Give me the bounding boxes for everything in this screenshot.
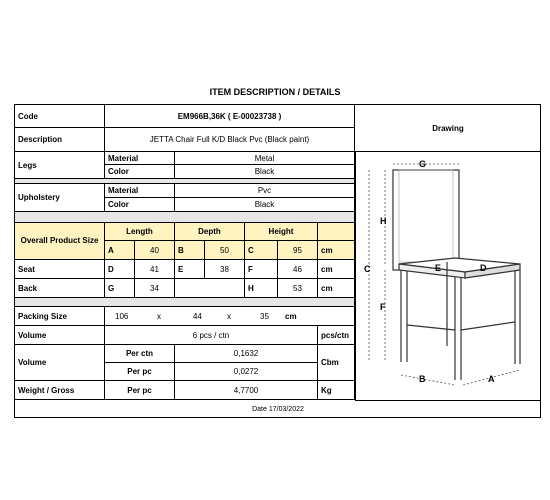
overall-unit: cm <box>318 241 355 260</box>
document-title: ITEM DESCRIPTION / DETAILS <box>209 87 341 97</box>
dim-d-label: D <box>105 260 135 279</box>
dim-d-value: 41 <box>135 260 175 279</box>
height-header: Height <box>245 223 318 241</box>
packing-label: Packing Size <box>15 307 105 326</box>
upholstery-material: Pvc <box>175 184 355 198</box>
volume-label: Volume <box>15 326 105 345</box>
legs-material-label: Material <box>105 152 175 165</box>
legs-label: Legs <box>15 152 105 179</box>
depth-header: Depth <box>175 223 245 241</box>
legs-material: Metal <box>175 152 355 165</box>
cbm-unit: Cbm <box>318 345 355 381</box>
dim-b-marker: B <box>419 374 426 384</box>
spacer <box>15 212 355 223</box>
dim-c-label: C <box>245 241 278 260</box>
dim-b-value: 50 <box>205 241 245 260</box>
packing-width: 44 <box>193 311 202 321</box>
volume-cbm-label: Volume <box>15 345 105 381</box>
legs-color-label: Color <box>105 165 175 179</box>
volume-pcs-unit: pcs/ctn <box>318 326 355 345</box>
upholstery-material-label: Material <box>105 184 175 198</box>
dim-f-value: 46 <box>278 260 318 279</box>
drawing-label: Drawing <box>355 105 541 152</box>
description-value: JETTA Chair Full K/D Black Pvc (Black paint) <box>105 128 355 152</box>
dim-e-value: 38 <box>205 260 245 279</box>
per-pc-label: Per pc <box>105 363 175 381</box>
empty-cell <box>175 279 245 298</box>
dim-a-marker: A <box>488 374 495 384</box>
dim-h-value: 53 <box>278 279 318 298</box>
back-unit: cm <box>318 279 355 298</box>
seat-label: Seat <box>15 260 105 279</box>
dim-h-marker: H <box>380 216 387 226</box>
divider <box>355 400 541 401</box>
dim-a-label: A <box>105 241 135 260</box>
chair-drawing <box>355 150 540 400</box>
legs-color: Black <box>175 165 355 179</box>
upholstery-color-label: Color <box>105 198 175 212</box>
dim-c-value: 95 <box>278 241 318 260</box>
dim-g-marker: G <box>419 159 427 169</box>
per-pc-value: 0,0272 <box>175 363 318 381</box>
dim-a-value: 40 <box>135 241 175 260</box>
volume-pcs: 6 pcs / ctn <box>105 326 318 345</box>
code-value: EM966B,36K ( E-00023738 ) <box>105 105 355 128</box>
packing-unit: cm <box>285 311 297 321</box>
upholstery-label: Upholstery <box>15 184 105 212</box>
length-header: Length <box>105 223 175 241</box>
unit-header <box>318 223 355 241</box>
overall-size-label: Overall Product Size <box>15 223 105 260</box>
code-label: Code <box>15 105 105 128</box>
weight-per-pc-label: Per pc <box>105 381 175 400</box>
dim-e-label: E <box>175 260 205 279</box>
per-ctn-label: Per ctn <box>105 345 175 363</box>
dim-h-label: H <box>245 279 278 298</box>
per-ctn-value: 0,1632 <box>175 345 318 363</box>
spacer <box>15 298 355 307</box>
description-label: Description <box>15 128 105 152</box>
dim-g-value: 34 <box>135 279 175 298</box>
dim-f-label: F <box>245 260 278 279</box>
packing-length: 106 <box>115 311 129 321</box>
chair-outline <box>393 170 520 380</box>
dim-c-marker: C <box>364 264 371 274</box>
weight-label: Weight / Gross <box>15 381 105 400</box>
times-sign: x <box>157 311 161 321</box>
packing-height: 35 <box>260 311 269 321</box>
dim-d-marker: D <box>480 263 487 273</box>
weight-unit: Kg <box>318 381 355 400</box>
seat-unit: cm <box>318 260 355 279</box>
dim-f-marker: F <box>380 302 386 312</box>
dim-b-label: B <box>175 241 205 260</box>
back-label: Back <box>15 279 105 298</box>
date: Date 17/03/2022 <box>252 405 304 413</box>
dim-g-label: G <box>105 279 135 298</box>
times-sign: x <box>227 311 231 321</box>
weight-value: 4,7700 <box>175 381 318 400</box>
upholstery-color: Black <box>175 198 355 212</box>
dim-e-marker: E <box>435 263 442 273</box>
packing-size <box>105 307 355 326</box>
